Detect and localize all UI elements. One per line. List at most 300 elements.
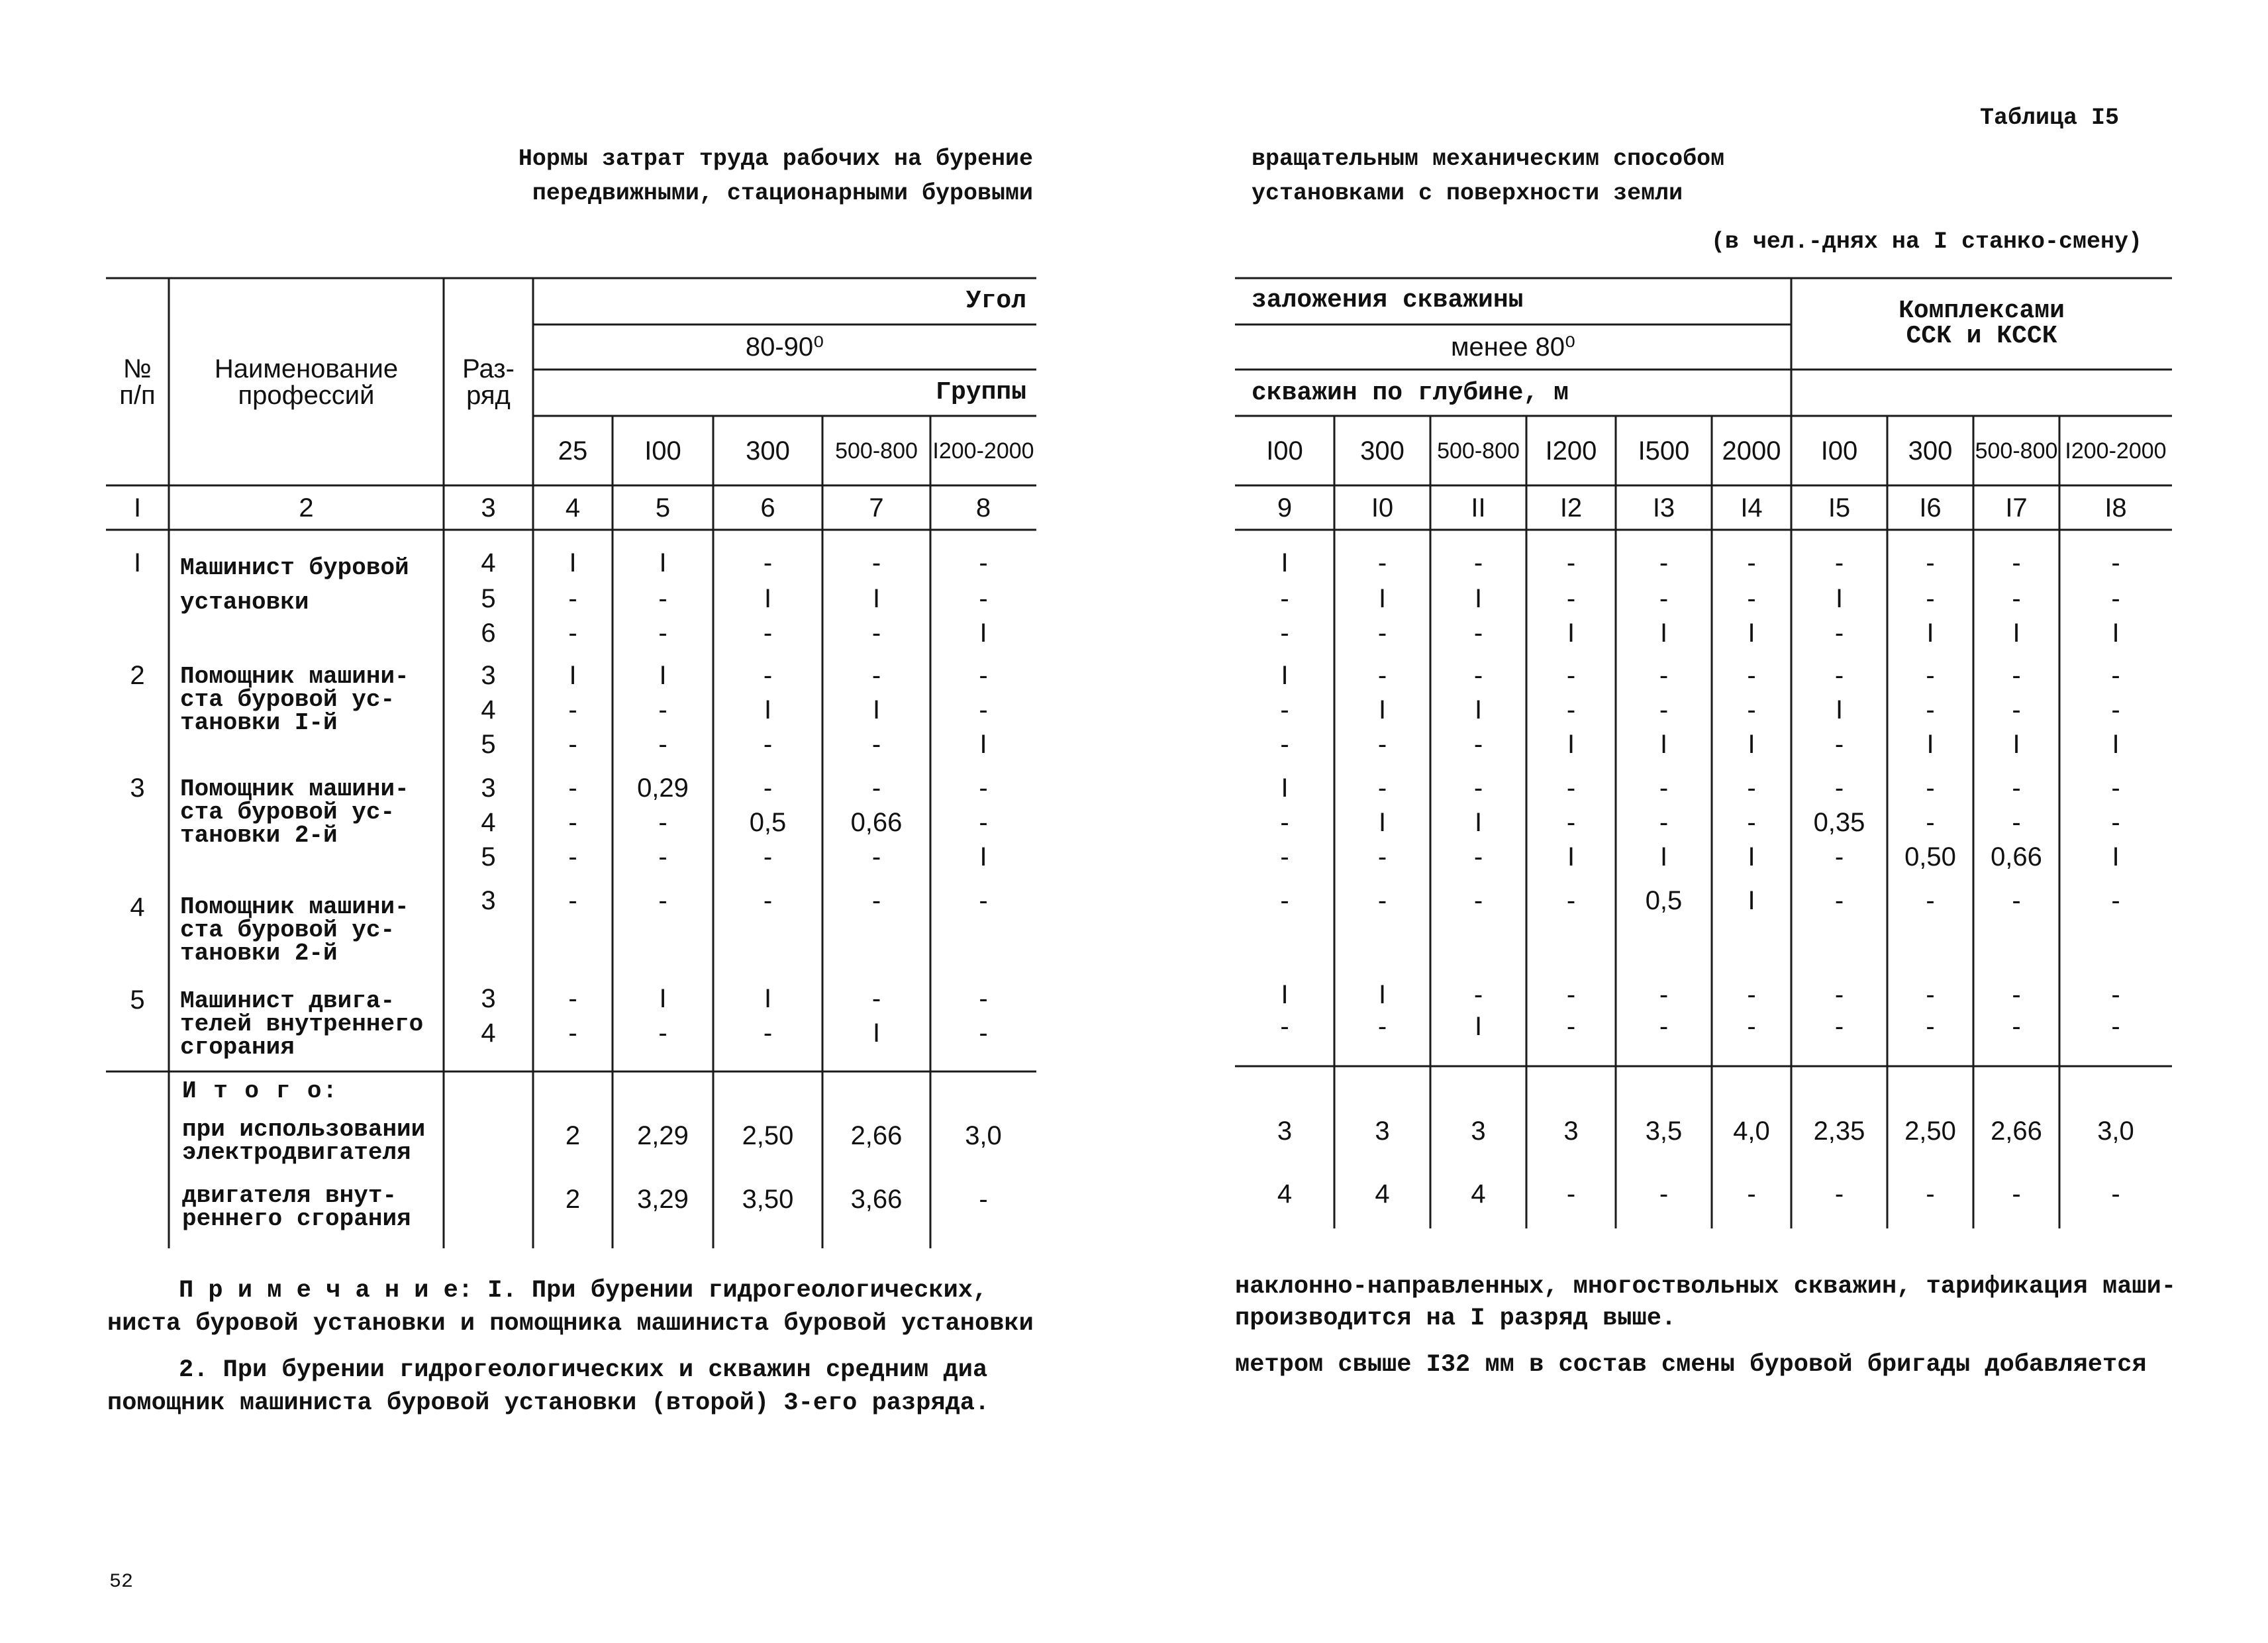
title-right-line-1: вращательным механическим способом xyxy=(1252,146,1725,172)
total-cell: 3,29 xyxy=(637,1185,689,1214)
total-cell: - xyxy=(1834,1179,1844,1209)
value-cell: - xyxy=(1280,886,1289,915)
value-cell: I xyxy=(1748,619,1755,648)
header-angle-value-right: менее 80⁰ xyxy=(1451,332,1575,362)
value-cell: I xyxy=(2012,619,2020,648)
total-cell: 4 xyxy=(1277,1179,1293,1209)
total-cell: 2,50 xyxy=(742,1121,794,1150)
value-cell: - xyxy=(1280,1012,1289,1041)
value-cell: - xyxy=(763,1019,773,1048)
total-cell: - xyxy=(1659,1179,1669,1209)
value-cell: - xyxy=(763,730,773,759)
value-cell: - xyxy=(2012,773,2021,803)
rank-cell: 3 xyxy=(481,886,496,915)
value-cell: - xyxy=(1473,548,1483,577)
totals-label-combustion xyxy=(182,1184,411,1230)
value-cell: - xyxy=(568,1019,577,1048)
value-cell: - xyxy=(1659,661,1669,690)
totals-label-line: электродвигателя xyxy=(182,1139,411,1166)
totals-label: И т о г о: xyxy=(182,1077,339,1105)
value-cell: - xyxy=(568,984,577,1013)
value-cell: I xyxy=(1659,842,1668,871)
value-cell: I xyxy=(872,584,881,613)
rank-cell: 5 xyxy=(481,842,496,871)
value-cell: - xyxy=(1926,1012,1935,1041)
value-cell: - xyxy=(871,773,881,803)
value-cell: I xyxy=(1378,695,1387,724)
total-cell: - xyxy=(1747,1179,1756,1209)
col-number-6: 6 xyxy=(760,493,775,523)
profession-name-line: ста буровой ус- xyxy=(180,799,395,826)
value-cell: - xyxy=(1377,619,1387,648)
value-cell: I xyxy=(1474,1012,1483,1041)
profession-name-line: Машинист буровой xyxy=(180,554,409,581)
value-cell: - xyxy=(979,584,988,613)
value-cell: - xyxy=(1473,842,1483,871)
value-cell: 0,29 xyxy=(637,773,689,803)
total-cell: 2,29 xyxy=(637,1121,689,1150)
total-cell: 4 xyxy=(1471,1179,1486,1209)
value-cell: - xyxy=(1566,980,1576,1009)
header-rank-line-2: ряд xyxy=(466,380,511,410)
value-cell: - xyxy=(658,584,667,613)
rank-cell: 3 xyxy=(481,984,496,1013)
note-2-left-line-1: 2. При бурении гидрогеологических и скважин средним диа xyxy=(179,1356,988,1384)
value-cell: - xyxy=(2111,773,2120,803)
value-cell: - xyxy=(871,886,881,915)
value-cell: - xyxy=(1566,773,1576,803)
title-left-line-1: Нормы затрат труда рабочих на бурение xyxy=(518,146,1033,172)
value-cell: 0,35 xyxy=(1813,808,1865,837)
col-number-14: I4 xyxy=(1740,493,1763,523)
value-cell: I xyxy=(1659,619,1668,648)
profession-number: 3 xyxy=(130,773,145,803)
header-number xyxy=(106,278,169,485)
value-cell: I xyxy=(569,661,577,690)
value-cell: - xyxy=(1280,842,1289,871)
value-cell: I xyxy=(872,1019,881,1048)
value-cell: - xyxy=(2012,808,2021,837)
total-cell: 3,0 xyxy=(965,1121,1002,1150)
total-cell: 3 xyxy=(1375,1117,1390,1146)
value-cell: - xyxy=(1747,808,1756,837)
value-cell: I xyxy=(979,842,987,871)
header-depth-left-3: 300 xyxy=(746,436,790,466)
header-profession xyxy=(169,278,444,485)
header-number-symbol: № xyxy=(123,354,152,383)
value-cell: - xyxy=(1834,842,1844,871)
profession-number: I xyxy=(133,548,142,577)
value-cell: - xyxy=(979,1019,988,1048)
value-cell: I xyxy=(1474,808,1483,837)
value-cell: - xyxy=(1926,808,1935,837)
value-cell: I xyxy=(1281,773,1289,803)
value-cell: - xyxy=(763,773,773,803)
value-cell: - xyxy=(1659,1012,1669,1041)
value-cell: - xyxy=(658,808,667,837)
col-number-8: 8 xyxy=(975,493,991,523)
header-angle: Угол xyxy=(965,287,1026,315)
value-cell: - xyxy=(1473,886,1483,915)
rank-cell: 3 xyxy=(481,661,496,690)
header-angle-continued: заложения скважины xyxy=(1252,286,1524,315)
value-cell: I xyxy=(1474,584,1483,613)
value-cell: - xyxy=(1377,1012,1387,1041)
value-cell: - xyxy=(2111,695,2120,724)
total-cell: 3 xyxy=(1471,1117,1486,1146)
total-cell: 3,66 xyxy=(850,1185,903,1214)
rank-cell: 5 xyxy=(481,584,496,613)
units-note: (в чел.-днях на I станко-смену) xyxy=(1710,228,2142,255)
value-cell: - xyxy=(1926,661,1935,690)
note-1-left-line-1: П р и м е ч а н и е: I. При бурении гидрогеологических, xyxy=(179,1277,988,1305)
value-cell: I xyxy=(1926,730,1934,759)
value-cell: - xyxy=(1747,1012,1756,1041)
header-number-label: п/п xyxy=(119,380,156,410)
total-cell: - xyxy=(979,1185,988,1214)
value-cell: I xyxy=(659,984,667,1013)
totals-label-line: двигателя внут- xyxy=(182,1182,397,1209)
header-depth-right-7: I00 xyxy=(1820,436,1858,466)
value-cell: - xyxy=(658,842,667,871)
total-cell: 4,0 xyxy=(1733,1117,1770,1146)
header-complexes xyxy=(1791,278,2172,370)
profession-name-line: телей внутреннего xyxy=(180,1011,424,1038)
header-depth-left-1: 25 xyxy=(558,436,588,466)
value-cell: - xyxy=(568,808,577,837)
value-cell: - xyxy=(1834,886,1844,915)
profession-name-line: ста буровой ус- xyxy=(180,686,395,713)
value-cell: - xyxy=(2111,886,2120,915)
value-cell: I xyxy=(1378,808,1387,837)
value-cell: - xyxy=(658,886,667,915)
value-cell: 0,5 xyxy=(1645,886,1683,915)
value-cell: - xyxy=(1834,730,1844,759)
header-rank xyxy=(444,278,533,485)
value-cell: 0,5 xyxy=(749,808,787,837)
value-cell: I xyxy=(872,695,881,724)
rank-cell: 4 xyxy=(481,695,496,724)
value-cell: I xyxy=(659,548,667,577)
value-cell: I xyxy=(1659,730,1668,759)
value-cell: - xyxy=(2012,886,2021,915)
rank-cell: 4 xyxy=(481,1019,496,1048)
value-cell: - xyxy=(658,730,667,759)
value-cell: - xyxy=(1566,886,1576,915)
profession-name-line: Помощник машини- xyxy=(180,663,409,690)
value-cell: - xyxy=(2111,584,2120,613)
value-cell: - xyxy=(1566,548,1576,577)
value-cell: - xyxy=(1926,980,1935,1009)
profession-name-line: ста буровой ус- xyxy=(180,917,395,944)
value-cell: - xyxy=(871,842,881,871)
value-cell: - xyxy=(568,730,577,759)
value-cell: - xyxy=(871,661,881,690)
value-cell: - xyxy=(1747,773,1756,803)
total-cell: 2,66 xyxy=(850,1121,903,1150)
total-cell: 2,35 xyxy=(1813,1117,1865,1146)
value-cell: - xyxy=(1747,661,1756,690)
profession-name xyxy=(180,665,409,734)
value-cell: - xyxy=(658,1019,667,1048)
value-cell: - xyxy=(763,661,773,690)
title-left-line-2: передвижными, стационарными буровыми xyxy=(532,180,1033,207)
value-cell: - xyxy=(1280,695,1289,724)
profession-name-line: сгорания xyxy=(180,1034,295,1061)
value-cell: I xyxy=(2112,619,2120,648)
value-cell: - xyxy=(979,695,988,724)
value-cell: - xyxy=(568,842,577,871)
value-cell: I xyxy=(1567,842,1575,871)
profession-name-line: установки xyxy=(180,589,309,616)
profession-name-line: Машинист двига- xyxy=(180,987,395,1015)
value-cell: I xyxy=(979,619,987,648)
total-cell: 4 xyxy=(1375,1179,1390,1209)
value-cell: - xyxy=(2111,548,2120,577)
value-cell: I xyxy=(1281,548,1289,577)
value-cell: - xyxy=(1747,548,1756,577)
value-cell: - xyxy=(2111,980,2120,1009)
value-cell: - xyxy=(1659,980,1669,1009)
total-cell: 3 xyxy=(1563,1117,1579,1146)
value-cell: - xyxy=(2012,980,2021,1009)
value-cell: - xyxy=(1834,619,1844,648)
rank-cell: 3 xyxy=(481,773,496,803)
value-cell: I xyxy=(1378,980,1387,1009)
header-depth-right-5: I500 xyxy=(1638,436,1690,466)
header-complexes-line-1: Комплексами xyxy=(1898,297,2065,325)
value-cell: - xyxy=(2111,1012,2120,1041)
value-cell: - xyxy=(1834,980,1844,1009)
value-cell: - xyxy=(2012,1012,2021,1041)
value-cell: - xyxy=(1566,584,1576,613)
header-profession-line-1: Наименование xyxy=(214,354,399,383)
total-cell: 3,5 xyxy=(1645,1117,1683,1146)
header-depth-right-2: 300 xyxy=(1360,436,1405,466)
value-cell: I xyxy=(2012,730,2020,759)
value-cell: - xyxy=(1834,548,1844,577)
value-cell: I xyxy=(764,984,772,1013)
value-cell: - xyxy=(1747,980,1756,1009)
value-cell: - xyxy=(1747,695,1756,724)
value-cell: I xyxy=(1474,695,1483,724)
table-label: Таблица I5 xyxy=(1980,105,2120,131)
total-cell: 3,0 xyxy=(2097,1117,2134,1146)
total-cell: 3 xyxy=(1277,1117,1293,1146)
total-cell: 2 xyxy=(565,1185,581,1214)
value-cell: - xyxy=(1377,548,1387,577)
rank-cell: 6 xyxy=(481,619,496,648)
value-cell: - xyxy=(568,695,577,724)
value-cell: - xyxy=(658,619,667,648)
note-2-right-line-1: метром свыше I32 мм в состав смены буровой бригады добавляется xyxy=(1235,1351,2147,1379)
header-depth-right-9: 500-800 xyxy=(1975,438,2058,464)
profession-name-line: тановки I-й xyxy=(180,709,338,736)
rank-cell: 5 xyxy=(481,730,496,759)
value-cell: - xyxy=(658,695,667,724)
value-cell: - xyxy=(1566,808,1576,837)
profession-name-line: тановки 2-й xyxy=(180,940,338,967)
value-cell: I xyxy=(979,730,987,759)
value-cell: - xyxy=(1377,886,1387,915)
value-cell: I xyxy=(2112,730,2120,759)
value-cell: I xyxy=(1567,730,1575,759)
value-cell: - xyxy=(1926,548,1935,577)
col-number-15: I5 xyxy=(1828,493,1851,523)
value-cell: - xyxy=(2012,695,2021,724)
header-groups: Группы xyxy=(936,378,1026,407)
profession-name xyxy=(180,895,409,965)
value-cell: 0,66 xyxy=(850,808,903,837)
profession-name-line: тановки 2-й xyxy=(180,822,338,849)
header-depth-left-5: I200-2000 xyxy=(932,438,1034,464)
value-cell: I xyxy=(1378,584,1387,613)
header-depth-right-6: 2000 xyxy=(1722,436,1781,466)
value-cell: - xyxy=(979,984,988,1013)
col-number-4: 4 xyxy=(565,493,581,523)
col-number-1: I xyxy=(133,493,142,523)
profession-name xyxy=(180,777,409,847)
value-cell: I xyxy=(2112,842,2120,871)
value-cell: - xyxy=(871,730,881,759)
header-profession-line-2: профессий xyxy=(238,380,375,410)
value-cell: - xyxy=(979,808,988,837)
value-cell: I xyxy=(1835,695,1844,724)
value-cell: - xyxy=(979,548,988,577)
header-complexes-line-2: ССК и КССК xyxy=(1906,322,2057,350)
value-cell: - xyxy=(1473,661,1483,690)
value-cell: I xyxy=(1926,619,1934,648)
value-cell: - xyxy=(1926,886,1935,915)
profession-name-line: Помощник машини- xyxy=(180,775,409,803)
value-cell: - xyxy=(1473,730,1483,759)
note-1-left-line-2: ниста буровой установки и помощника машиниста буровой установки xyxy=(107,1310,1034,1338)
value-cell: I xyxy=(569,548,577,577)
value-cell: - xyxy=(1926,773,1935,803)
profession-number: 4 xyxy=(130,893,145,922)
col-number-7: 7 xyxy=(869,493,884,523)
value-cell: I xyxy=(1748,730,1755,759)
value-cell: - xyxy=(2111,808,2120,837)
value-cell: - xyxy=(1926,584,1935,613)
note-1-right-line-1: наклонно-направленных, многоствольных скважин, тарификация маши- xyxy=(1235,1273,2177,1301)
total-cell: - xyxy=(2111,1179,2120,1209)
value-cell: I xyxy=(1281,980,1289,1009)
header-depth-right-4: I200 xyxy=(1545,436,1597,466)
header-depth-right-3: 500-800 xyxy=(1437,438,1520,464)
value-cell: - xyxy=(763,548,773,577)
col-number-18: I8 xyxy=(2104,493,2127,523)
value-cell: I xyxy=(1748,886,1755,915)
value-cell: - xyxy=(1566,695,1576,724)
value-cell: - xyxy=(568,619,577,648)
value-cell: - xyxy=(1473,773,1483,803)
col-number-3: 3 xyxy=(481,493,496,523)
header-groups-continued: скважин по глубине, м xyxy=(1252,379,1569,407)
title-right-line-2: установками с поверхности земли xyxy=(1252,180,1683,207)
rank-cell: 4 xyxy=(481,548,496,577)
col-number-17: I7 xyxy=(2005,493,2028,523)
profession-name-line: Помощник машини- xyxy=(180,893,409,921)
value-cell: - xyxy=(1659,548,1669,577)
value-cell: - xyxy=(1280,619,1289,648)
header-depth-right-10: I200-2000 xyxy=(2065,438,2167,464)
value-cell: - xyxy=(1659,584,1669,613)
total-cell: 2,50 xyxy=(1904,1117,1956,1146)
value-cell: I xyxy=(1835,584,1844,613)
totals-label-line: при использовании xyxy=(182,1116,426,1143)
value-cell: - xyxy=(2012,548,2021,577)
value-cell: - xyxy=(763,842,773,871)
value-cell: - xyxy=(1834,661,1844,690)
value-cell: 0,66 xyxy=(1991,842,2042,871)
col-number-5: 5 xyxy=(655,493,671,523)
value-cell: - xyxy=(1377,730,1387,759)
total-cell: 3,50 xyxy=(742,1185,794,1214)
header-angle-value-left: 80-90⁰ xyxy=(745,332,824,362)
value-cell: - xyxy=(871,548,881,577)
value-cell: - xyxy=(1377,842,1387,871)
value-cell: I xyxy=(1567,619,1575,648)
value-cell: - xyxy=(1280,730,1289,759)
col-number-13: I3 xyxy=(1652,493,1675,523)
col-number-2: 2 xyxy=(299,493,314,523)
value-cell: I xyxy=(764,695,772,724)
value-cell: I xyxy=(1281,661,1289,690)
value-cell: - xyxy=(2111,661,2120,690)
header-rank-line-1: Раз- xyxy=(462,354,515,383)
total-cell: - xyxy=(1566,1179,1576,1209)
rank-cell: 4 xyxy=(481,808,496,837)
value-cell: I xyxy=(764,584,772,613)
value-cell: - xyxy=(871,984,881,1013)
value-cell: I xyxy=(1748,842,1755,871)
value-cell: - xyxy=(568,584,577,613)
value-cell: - xyxy=(1566,1012,1576,1041)
totals-label-electric xyxy=(182,1118,425,1164)
value-cell: - xyxy=(871,619,881,648)
value-cell: - xyxy=(763,619,773,648)
value-cell: - xyxy=(1747,584,1756,613)
value-cell: - xyxy=(1566,661,1576,690)
value-cell: - xyxy=(1659,695,1669,724)
value-cell: - xyxy=(2012,584,2021,613)
value-cell: - xyxy=(979,773,988,803)
value-cell: - xyxy=(1473,619,1483,648)
value-cell: - xyxy=(1280,808,1289,837)
profession-name xyxy=(180,989,423,1059)
value-cell: - xyxy=(979,661,988,690)
value-cell: 0,50 xyxy=(1904,842,1956,871)
total-cell: 2 xyxy=(565,1121,581,1150)
total-cell: 2,66 xyxy=(1991,1117,2042,1146)
value-cell: - xyxy=(1834,1012,1844,1041)
profession-name xyxy=(180,551,409,620)
value-cell: - xyxy=(1926,695,1935,724)
header-depth-right-8: 300 xyxy=(1908,436,1953,466)
total-cell: - xyxy=(2012,1179,2021,1209)
value-cell: I xyxy=(659,661,667,690)
col-number-16: I6 xyxy=(1919,493,1942,523)
profession-number: 5 xyxy=(130,985,145,1015)
col-number-12: I2 xyxy=(1559,493,1583,523)
value-cell: - xyxy=(568,773,577,803)
value-cell: - xyxy=(568,886,577,915)
value-cell: - xyxy=(1834,773,1844,803)
profession-number: 2 xyxy=(130,661,145,690)
col-number-9: 9 xyxy=(1277,493,1293,523)
value-cell: - xyxy=(763,886,773,915)
